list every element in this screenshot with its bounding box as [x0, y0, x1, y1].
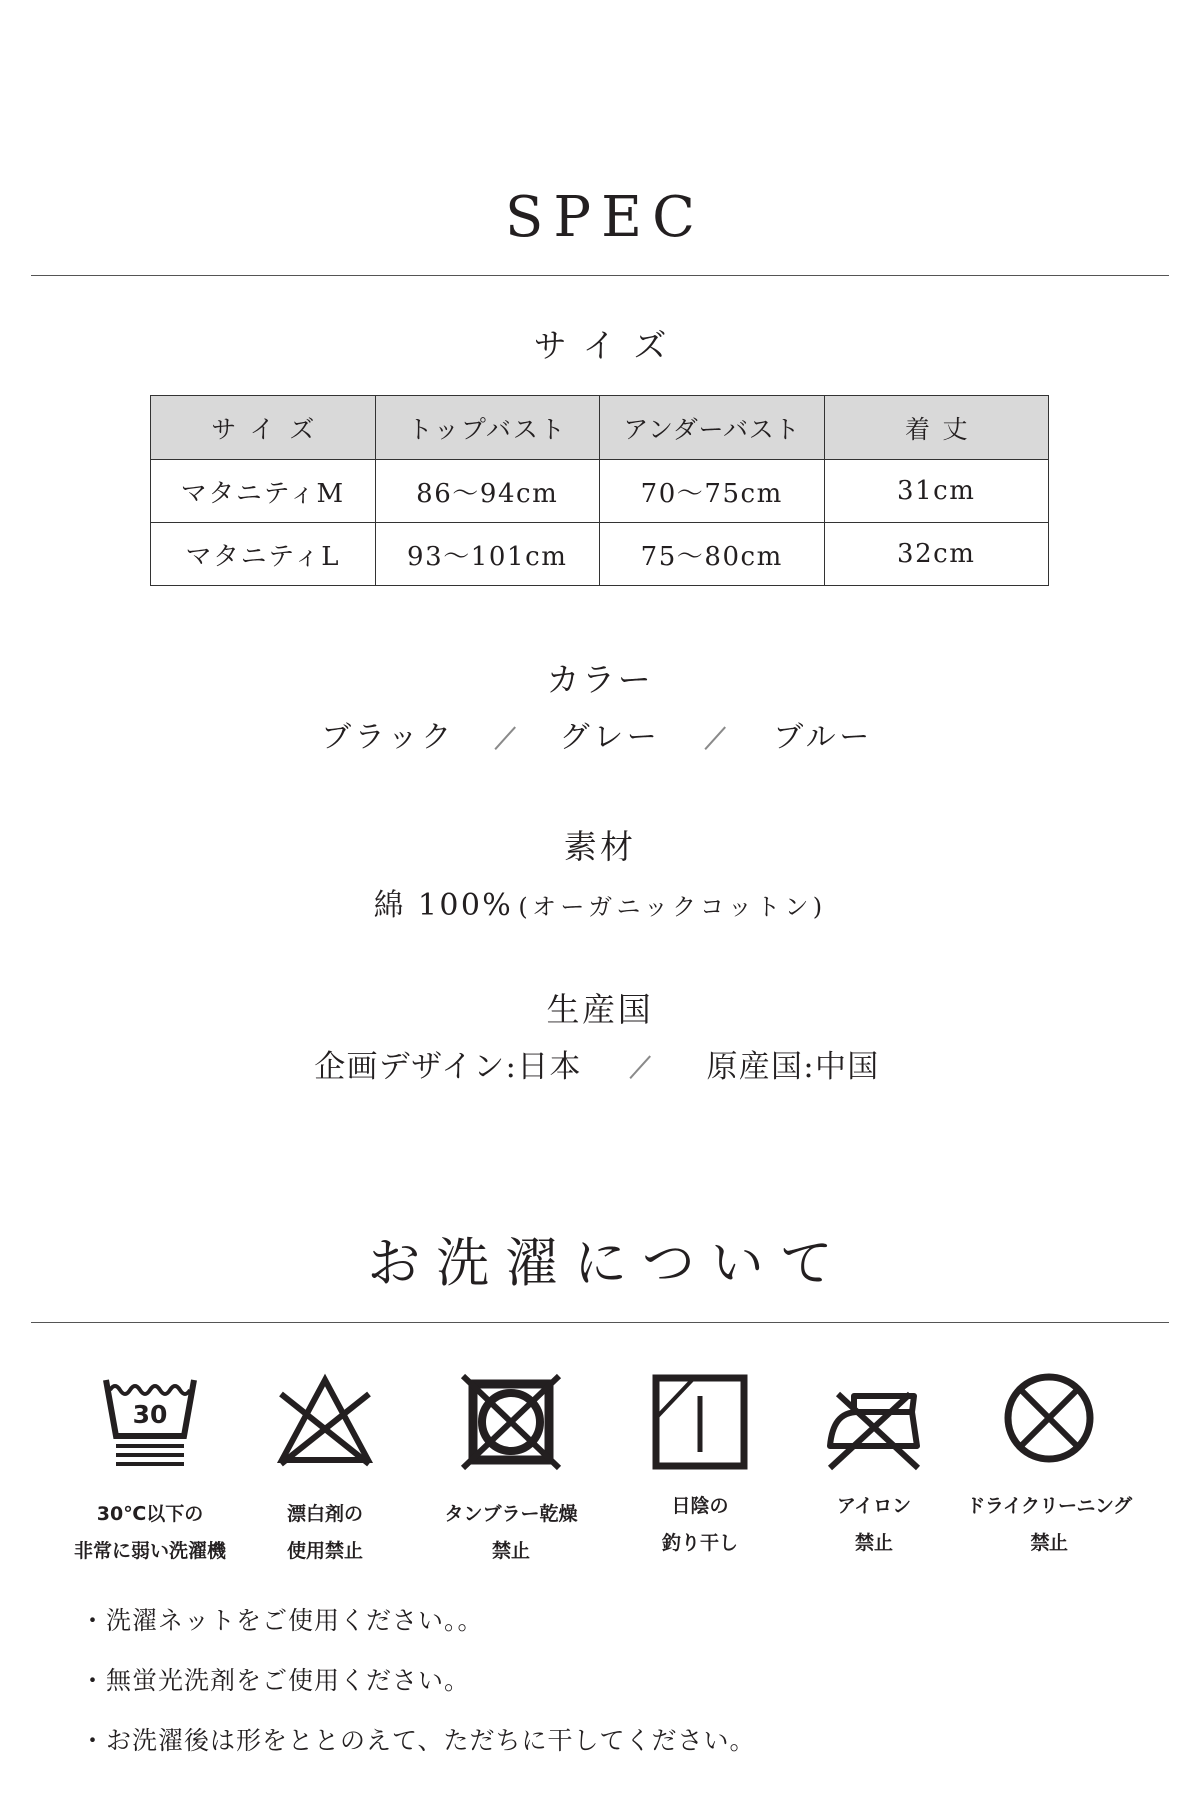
spec-divider	[31, 275, 1169, 276]
wash-30-very-gentle-icon	[100, 1372, 200, 1472]
color-item: ブルー	[773, 720, 873, 755]
table-cell: 31cm	[824, 460, 1049, 523]
size-table-header: サイズ	[151, 396, 376, 460]
table-cell: 75～80cm	[600, 523, 825, 586]
care-title: お洗濯について	[367, 1233, 849, 1294]
size-table-header: アンダーバスト	[600, 396, 825, 460]
no-dry-clean-icon	[999, 1372, 1099, 1472]
care-label-line: 使用禁止	[286, 1540, 363, 1562]
separator-slash	[704, 726, 725, 749]
material-value	[0, 884, 1200, 928]
size-table-header: 着丈	[824, 396, 1049, 460]
table-row	[151, 523, 1049, 586]
separator-slash	[494, 726, 515, 749]
material-main: 綿 100%	[373, 888, 514, 923]
no-bleach-icon	[275, 1372, 375, 1472]
care-label-line: 30℃以下の	[96, 1503, 204, 1525]
origin-design: 企画デザイン:日本	[314, 1049, 582, 1085]
size-heading: サイズ	[533, 326, 685, 365]
care-label-line: 禁止	[854, 1532, 893, 1554]
no-iron-icon	[824, 1372, 924, 1472]
table-cell: マタニティL	[151, 523, 376, 586]
material-heading: 素材	[563, 827, 637, 866]
care-label-line: アイロン	[836, 1495, 912, 1517]
care-label-line: 漂白剤の	[286, 1503, 363, 1525]
spec-title: SPEC	[504, 185, 706, 250]
table-cell: マタニティM	[151, 460, 376, 523]
color-item: ブラック	[321, 720, 455, 755]
color-item: グレー	[559, 720, 661, 755]
table-cell: 32cm	[824, 523, 1049, 586]
wash-temperature-text: 30	[132, 1400, 168, 1429]
care-note: ・無蛍光洗剤をご使用ください。	[80, 1666, 471, 1695]
origin-heading: 生産国	[546, 990, 654, 1029]
care-note: ・お洗濯後は形をととのえて、ただちに干してください。	[80, 1726, 756, 1755]
care-label-line: 非常に弱い洗濯機	[73, 1540, 226, 1562]
table-cell: 86～94cm	[375, 460, 600, 523]
care-label-line: 禁止	[491, 1540, 530, 1562]
size-table-header: トップバスト	[375, 396, 600, 460]
table-cell: 93～101cm	[375, 523, 600, 586]
care-label-line: 釣り干し	[661, 1532, 738, 1554]
no-tumble-dry-icon	[461, 1372, 561, 1472]
care-label-line: 日陰の	[671, 1495, 729, 1517]
care-label-dry-clean	[929, 1488, 1169, 1562]
origin-production: 原産国:中国	[706, 1049, 880, 1085]
size-table-header-row	[151, 396, 1049, 460]
care-label-line: ドライクリーニング	[966, 1495, 1132, 1517]
care-divider	[31, 1322, 1169, 1323]
table-cell: 70～75cm	[600, 460, 825, 523]
material-note: (オーガニックコットン)	[518, 893, 827, 921]
care-label-line: タンブラー乾燥	[444, 1503, 578, 1525]
care-note: ・洗濯ネットをご使用ください。。	[80, 1606, 484, 1635]
separator-slash	[629, 1055, 650, 1078]
care-label-line: 禁止	[1030, 1532, 1068, 1554]
size-table	[150, 395, 1049, 586]
shade-line-dry-icon	[650, 1372, 750, 1472]
color-heading: カラー	[546, 660, 654, 699]
table-row	[151, 460, 1049, 523]
